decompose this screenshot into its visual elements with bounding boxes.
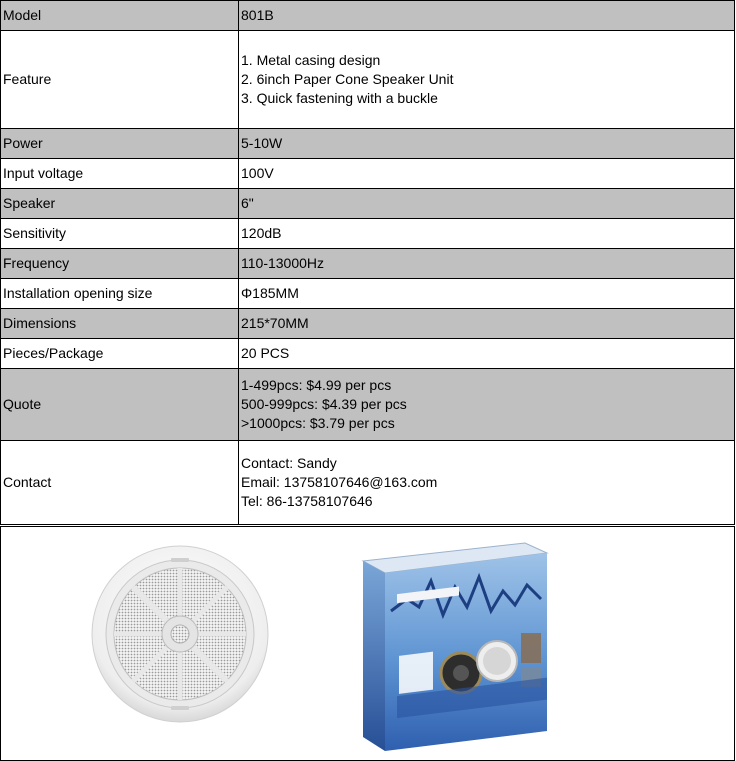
product-photo-row (0, 526, 735, 761)
spec-value-line: 500-999pcs: $4.39 per pcs (241, 396, 407, 412)
spec-label: Model (1, 1, 239, 31)
spec-value (239, 189, 735, 219)
spec-row (1, 249, 735, 279)
ceiling-speaker-icon (91, 545, 269, 723)
spec-value-line: Tel: 86-13758107646 (241, 493, 373, 509)
spec-label: Dimensions (1, 309, 239, 339)
spec-label: Frequency (1, 249, 239, 279)
spec-value-line: 1-499pcs: $4.99 per pcs (241, 377, 392, 393)
spec-value-line: Email: 13758107646@163.com (241, 474, 438, 490)
spec-value (239, 441, 735, 525)
spec-value (239, 369, 735, 441)
spec-label: Power (1, 129, 239, 159)
spec-label: Sensitivity (1, 219, 239, 249)
spec-value (239, 309, 735, 339)
spec-row (1, 1, 735, 31)
spec-value-line: 120dB (241, 225, 282, 241)
spec-label: Input voltage (1, 159, 239, 189)
spec-row (1, 129, 735, 159)
spec-row (1, 441, 735, 525)
spec-value-line: 6" (241, 195, 254, 211)
spec-value-line: 20 PCS (241, 345, 290, 361)
spec-value (239, 339, 735, 369)
spec-label: Speaker (1, 189, 239, 219)
spec-row (1, 219, 735, 249)
spec-row (1, 159, 735, 189)
spec-value-line: 3. Quick fastening with a buckle (241, 90, 438, 106)
spec-row (1, 189, 735, 219)
spec-label: Feature (1, 31, 239, 129)
spec-value-line: 1. Metal casing design (241, 52, 381, 68)
spec-value-line: Φ185MM (241, 285, 299, 301)
spec-value (239, 129, 735, 159)
spec-value-line: Contact: Sandy (241, 455, 337, 471)
spec-row (1, 31, 735, 129)
spec-value (239, 159, 735, 189)
spec-row (1, 369, 735, 441)
spec-label: Pieces/Package (1, 339, 239, 369)
spec-value-line: 5-10W (241, 135, 283, 151)
spec-row (1, 279, 735, 309)
spec-value (239, 1, 735, 31)
spec-value (239, 249, 735, 279)
spec-value-line: 801B (241, 7, 274, 23)
spec-label: Quote (1, 369, 239, 441)
spec-value (239, 279, 735, 309)
spec-value-line: 215*70MM (241, 315, 309, 331)
spec-value-line: 2. 6inch Paper Cone Speaker Unit (241, 71, 454, 87)
spec-value-line: 100V (241, 165, 274, 181)
spec-label: Installation opening size (1, 279, 239, 309)
spec-row (1, 309, 735, 339)
spec-row (1, 339, 735, 369)
spec-value-line: >1000pcs: $3.79 per pcs (241, 415, 395, 431)
spec-value (239, 31, 735, 129)
spec-table-body (1, 1, 735, 525)
spec-label: Contact (1, 441, 239, 525)
product-box-icon (357, 541, 553, 753)
spec-value (239, 219, 735, 249)
spec-value-line: 110-13000Hz (241, 255, 325, 271)
